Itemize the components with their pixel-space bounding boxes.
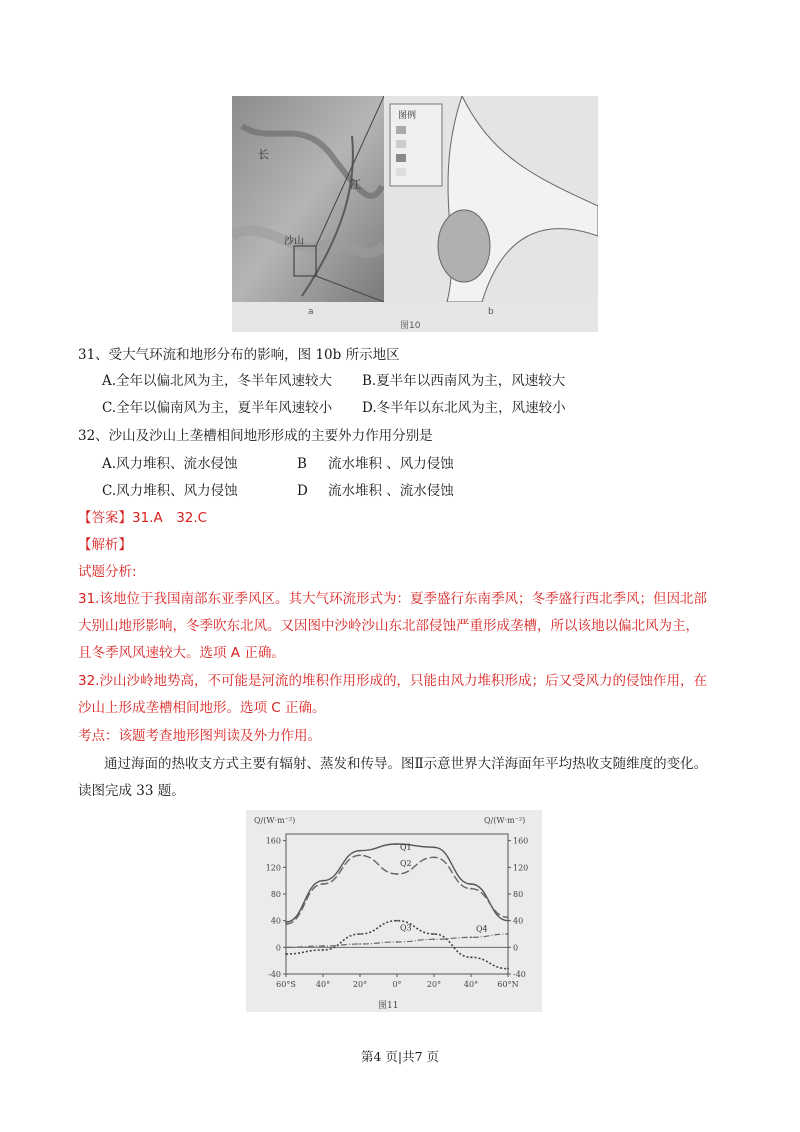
point-q3-4 bbox=[433, 933, 435, 935]
point-q1-6 bbox=[507, 920, 509, 922]
y-tick-label-left-3: 40 bbox=[270, 916, 281, 926]
point-q4-1 bbox=[322, 945, 324, 947]
map-label-3: 沙山 bbox=[284, 236, 304, 247]
figure-10-map bbox=[232, 96, 598, 332]
y-tick-label-left-1: 120 bbox=[265, 863, 281, 873]
q32-option-d-letter: D bbox=[297, 483, 308, 499]
series-label-q3: Q3 bbox=[400, 923, 412, 933]
q32-stem: 32、沙山及沙山上垄槽相间地形形成的主要外力作用分别是 bbox=[78, 428, 433, 444]
y-tick-label-right-0: 160 bbox=[513, 836, 529, 846]
point-q2-6 bbox=[507, 916, 509, 918]
figure-10-caption: 图10 bbox=[400, 321, 421, 331]
point-q1-5 bbox=[470, 883, 472, 885]
x-tick-label-6: 60°N bbox=[497, 980, 519, 989]
q32-option-a: A.风力堆积、流水侵蚀 bbox=[102, 456, 238, 472]
y-tick-label-right-3: 40 bbox=[513, 916, 524, 926]
point-q2-3 bbox=[396, 873, 398, 875]
point-q3-5 bbox=[470, 956, 472, 958]
point-q1-0 bbox=[285, 921, 287, 923]
point-q2-0 bbox=[285, 923, 287, 925]
y-tick-label-right-1: 120 bbox=[513, 863, 529, 873]
analysis-line-1: 31.该地位于我国南部东亚季风区。其大气环流形式为：夏季盛行东南季风；冬季盛行西北季风；但因北部 bbox=[78, 591, 707, 607]
answer-label: 【答案】 bbox=[78, 510, 132, 526]
point-q3-3 bbox=[396, 920, 398, 922]
point-q2-1 bbox=[322, 883, 324, 885]
map-label-1: 长 bbox=[258, 148, 269, 161]
point-q3-6 bbox=[507, 968, 509, 970]
answer-value: 31.A 32.C bbox=[132, 510, 208, 526]
point-q4-6 bbox=[507, 933, 509, 935]
point-q4-4 bbox=[433, 938, 435, 940]
analysis-line-5: 沙山上形成垄槽相间地形。选项 C 正确。 bbox=[78, 700, 326, 716]
point-q1-2 bbox=[359, 850, 361, 852]
analysis-line-6: 考点：该题考查地形图判读及外力作用。 bbox=[78, 728, 321, 744]
panel-a-terrain bbox=[232, 96, 384, 302]
q32-option-c: C.风力堆积、风力侵蚀 bbox=[102, 483, 238, 499]
analysis-line-4: 32.沙山沙岭地势高，不可能是河流的堆积作用形成的，只能由风力堆积形成；后又受风力的侵蚀作用，在 bbox=[78, 673, 707, 689]
q31-option-c: C.全年以偏南风为主，夏半年风速较小 bbox=[102, 400, 333, 416]
page-footer: 第4 页|共7 页 bbox=[360, 1049, 440, 1064]
point-q2-5 bbox=[470, 888, 472, 890]
q31-option-d: D.冬半年以东北风为主，风速较小 bbox=[362, 400, 566, 416]
y-tick-label-left-4: 0 bbox=[275, 943, 281, 953]
y-axis-label-left: Q/(W·m⁻²) bbox=[254, 816, 296, 825]
panel-a-label: a bbox=[308, 307, 314, 317]
point-q1-1 bbox=[322, 880, 324, 882]
x-tick-label-2: 20° bbox=[352, 980, 368, 989]
q32-option-b: 流水堆积 、风力侵蚀 bbox=[328, 456, 454, 472]
answer-block bbox=[78, 509, 207, 527]
point-q3-0 bbox=[285, 953, 287, 955]
point-q4-5 bbox=[470, 936, 472, 938]
point-q3-2 bbox=[359, 933, 361, 935]
series-label-q4: Q4 bbox=[476, 924, 488, 934]
q31-option-b: B.夏半年以西南风为主，风速较大 bbox=[362, 373, 566, 389]
q31-stem: 31、受大气环流和地形分布的影响，图 10b 所示地区 bbox=[78, 347, 400, 363]
series-label-q2: Q2 bbox=[400, 859, 412, 868]
y-axis-label-right: Q/(W·m⁻²) bbox=[484, 816, 526, 825]
q33-intro-line-1: 通过海面的热收支方式主要有辐射、蒸发和传导。图Ⅱ示意世界大洋海面年平均热收支随维度的变化。 bbox=[104, 756, 708, 772]
y-tick-label-left-5: -40 bbox=[268, 970, 281, 979]
panel-b-label: b bbox=[488, 307, 494, 317]
x-tick-label-1: 40° bbox=[315, 980, 331, 989]
analysis-line-2: 大别山地形影响，冬季吹东北风。又因图中沙岭沙山东北部侵蚀严重形成垄槽，所以该地以偏北风为主， bbox=[78, 618, 699, 634]
point-q1-3 bbox=[396, 843, 398, 845]
chart-caption: 图11 bbox=[378, 1001, 399, 1011]
analysis-heading: 试题分析: bbox=[78, 564, 137, 580]
legend-title: 图例 bbox=[398, 111, 417, 121]
analysis-label: 【解析】 bbox=[78, 537, 132, 553]
y-tick-label-left-2: 80 bbox=[270, 890, 281, 899]
point-q1-4 bbox=[433, 846, 435, 848]
q31-option-a: A.全年以偏北风为主，冬半年风速较大 bbox=[102, 373, 333, 389]
q32-option-d: 流水堆积 、流水侵蚀 bbox=[328, 483, 454, 499]
point-q2-4 bbox=[433, 856, 435, 858]
x-tick-label-4: 20° bbox=[426, 980, 442, 989]
y-tick-label-right-5: -40 bbox=[513, 970, 526, 979]
analysis-line-3: 且冬季风风速较大。选项 A 正确。 bbox=[78, 645, 285, 661]
series-label-q1: Q1 bbox=[400, 843, 412, 852]
point-q4-0 bbox=[285, 946, 287, 948]
map-label-2: 江 bbox=[350, 178, 361, 191]
figure-10-graphic bbox=[232, 96, 598, 332]
chart-svg bbox=[246, 810, 542, 1012]
point-q4-2 bbox=[359, 943, 361, 945]
q32-option-b-letter: B bbox=[297, 456, 307, 472]
y-tick-label-right-2: 80 bbox=[513, 890, 524, 899]
point-q2-2 bbox=[359, 854, 361, 856]
x-tick-label-5: 40° bbox=[463, 980, 479, 989]
x-tick-label-0: 60°S bbox=[276, 980, 296, 989]
x-tick-label-3: 0° bbox=[392, 980, 402, 989]
figure-11-chart bbox=[246, 810, 542, 1012]
q33-intro-line-2: 读图完成 33 题。 bbox=[78, 783, 185, 799]
point-q4-3 bbox=[396, 941, 398, 943]
y-tick-label-left-0: 160 bbox=[265, 836, 281, 846]
y-tick-label-right-4: 0 bbox=[513, 943, 519, 953]
point-q3-1 bbox=[322, 949, 324, 951]
